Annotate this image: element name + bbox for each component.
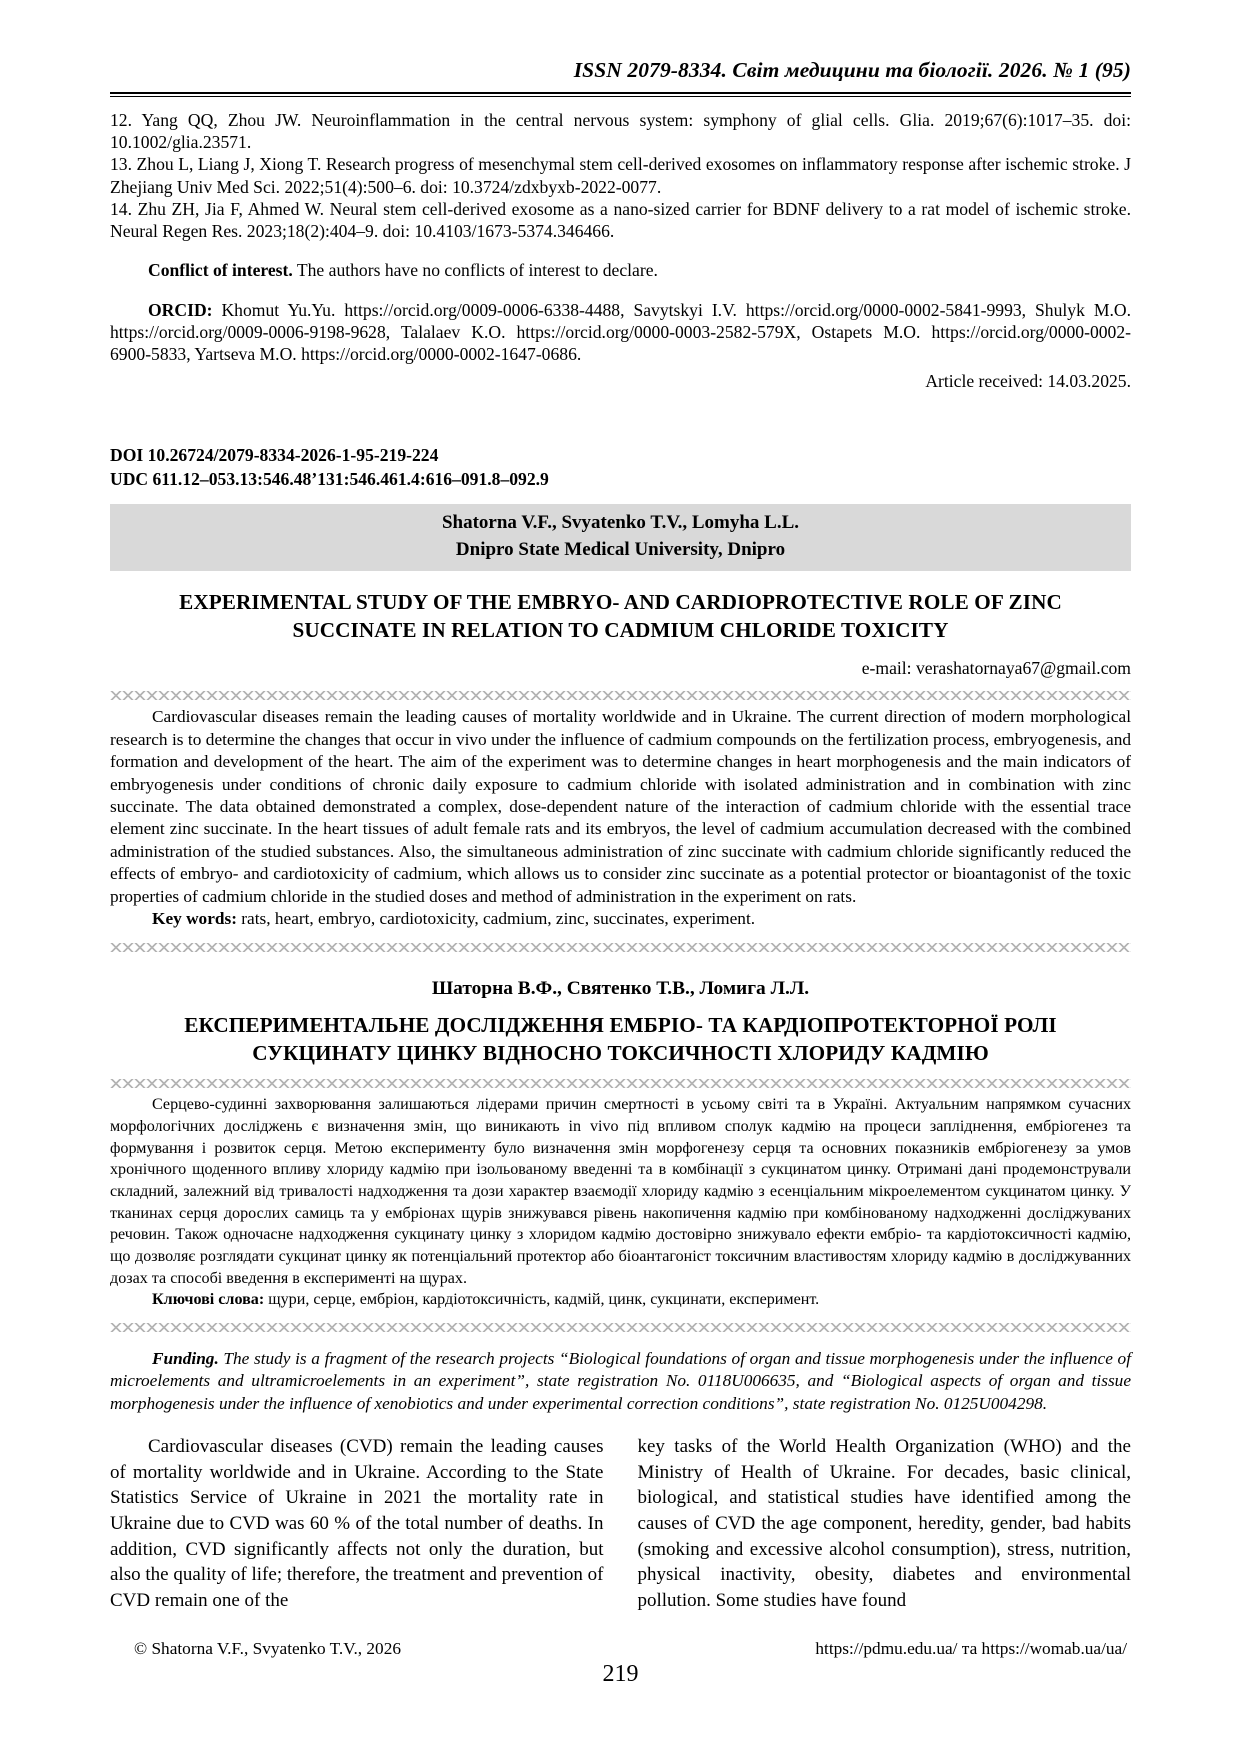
body-column-left-text: Cardiovascular diseases (CVD) remain the leading causes of mortality worldwide and in Ukraine. According to the State Statistics Service of Ukraine in 2021 the mortality rate in Ukraine due to CVD was 60 % of the total number of deaths. In addition, CVD significantly affects not only the duration, but also the quality of life; therefore, the treatment and prevention of CVD remain one of the bbox=[110, 1436, 604, 1611]
conflict-of-interest-text: The authors have no conflicts of interest to declare. bbox=[292, 260, 658, 281]
body-column-right bbox=[638, 1434, 1132, 1613]
article-identifiers bbox=[110, 444, 1131, 490]
page-title-en bbox=[110, 588, 1131, 644]
keywords-ua-label: Ключові слова: bbox=[152, 1291, 265, 1309]
wavy-divider bbox=[110, 943, 1131, 952]
funding-statement bbox=[110, 1348, 1131, 1415]
orcid-label: ORCID: bbox=[148, 299, 213, 320]
abstract-ua-text: Серцево-судинні захворювання залишаються лідерами причин смертності в усьому світі та в Україні. Актуальним напрямком сучасних морфологічних досліджень є визначення змін, що виникають in vivo під впливом сполук кадмію на процеси запліднення, ембріогенез та формування і розвиток серця. Метою експерименту було визначення змін морфогенезу серця та основних показників ембріогенезу за умов хронічного щоденного впливу хлориду кадмію при ізольованому введенні та в комбінації з сукцинатом цинку. Отримані дані продемонстрували складний, залежний від тривалості надходження та дози характер взаємодії хлориду кадмію з есенціальним мікроелементом сукцинатом цинку. У тканинах серця дорослих самиць та у ембріонах щурів знижувався рівень накопичення кадмію при комбінованому надходженні досліджуваних речовин. Також одночасне надходження сукцинату цинку з хлоридом кадмію достовірно знижувало ефекти ембріо- та кардіотоксичності кадмію, що дозволяє розглядати сукцинат цинку як потенціальний протектор або біоантагоніст токсичним властивостям хлориду кадмію в досліджуванних дозах та способі введення в експерименті на щурах. bbox=[110, 1096, 1131, 1287]
conflict-of-interest-label: Conflict of interest. bbox=[148, 260, 293, 281]
keywords-ua-text: щури, серце, ембріон, кардіотоксичність, кадмій, цинк, сукцинати, експеримент. bbox=[264, 1291, 820, 1309]
author-affiliation-band bbox=[110, 504, 1131, 571]
orcid-text: Khomut Yu.Yu. https://orcid.org/0009-0006-6338-4488, Savytskyi I.V. https://orcid.org/0000-0002-5841-9993, Shulyk M.O. https://orcid.org/0009-0006-9198-9628, Talalaev K.O. https://orcid.org/0000-0003-2582-579X, Ostapets M.O. https://orcid.org/0000-0002-6900-5833, Yartseva M.O. https://orcid.org/0000-0002-1647-0686. bbox=[110, 299, 1131, 365]
header-rule bbox=[110, 92, 1131, 97]
page-title-en-line2: SUCCINATE IN RELATION TO CADMIUM CHLORIDE TOXICITY bbox=[292, 617, 949, 642]
reference-item: 14. Zhu ZH, Jia F, Ahmed W. Neural stem cell-derived exosome as a nano-sized carrier for BDNF delivery to a rat model of ischemic stroke. Neural Regen Res. 2023;18(2):404–9. doi: 10.4103/1673-5374.346466. bbox=[110, 198, 1131, 242]
wavy-divider bbox=[110, 1079, 1131, 1088]
udc-line: UDC 611.12–053.13:546.48’131:546.461.4:616–091.8–092.9 bbox=[110, 468, 549, 489]
body-two-columns bbox=[110, 1434, 1131, 1613]
funding-label: Funding. bbox=[152, 1348, 219, 1368]
keywords-ua bbox=[110, 1289, 1131, 1311]
authors-ua: Шаторна В.Ф., Святенко Т.В., Ломига Л.Л. bbox=[431, 977, 810, 999]
page-title-ua bbox=[110, 1011, 1131, 1067]
reference-item: 12. Yang QQ, Zhou JW. Neuroinflammation in the central nervous system: symphony of glial cells. Glia. 2019;67(6):1017–35. doi: 10.1002/glia.23571. bbox=[110, 109, 1131, 153]
page-title-ua-line2: СУКЦИНАТУ ЦИНКУ ВІДНОСНО ТОКСИЧНОСТІ ХЛОРИДУ КАДМІЮ bbox=[252, 1041, 989, 1066]
running-head: ISSN 2079-8334. Світ медицини та біології. 2026. № 1 (95) bbox=[573, 58, 1131, 82]
keywords-en-text: rats, heart, embryo, cardiotoxicity, cadmium, zinc, succinates, experiment. bbox=[236, 909, 756, 929]
keywords-en-label: Key words: bbox=[152, 909, 237, 929]
body-column-left bbox=[110, 1434, 604, 1613]
body-column-right-text: key tasks of the World Health Organization (WHO) and the Ministry of Health of Ukraine. For decades, basic clinical, biological, and statistical studies have identified among the causes of CVD the age component, heredity, gender, bad habits (smoking and excessive alcohol consumption), stress, nutrition, physical inactivity, obesity, diabetes and environmental pollution. Some studies have found bbox=[637, 1436, 1131, 1611]
abstract-en bbox=[110, 706, 1131, 931]
journal-websites: https://pdmu.edu.ua/ та https://womab.ua/ua/ bbox=[815, 1639, 1127, 1658]
conflict-of-interest bbox=[110, 259, 1131, 281]
wavy-divider bbox=[110, 1323, 1131, 1332]
page-footer bbox=[110, 1639, 1131, 1711]
references-list bbox=[110, 109, 1131, 243]
copyright-notice: © Shatorna V.F., Svyatenko T.V., 2026 bbox=[134, 1639, 401, 1658]
page-number: 219 bbox=[602, 1661, 639, 1687]
abstract-en-text: Cardiovascular diseases remain the leading causes of mortality worldwide and in Ukraine. The current direction of modern morphological research is to determine the changes that occur in vivo under the influence of cadmium compounds on the fertilization process, embryogenesis, and formation and development of the heart. The aim of the experiment was to determine changes in heart morphogenesis and the main indicators of embryogenesis under conditions of chronic daily exposure to cadmium chloride with isolated administration and in combination with zinc succinate. The data obtained demonstrated a complex, dose-dependent nature of the interaction of cadmium chloride with the essential trace element zinc succinate. In the heart tissues of adult female rats and its embryos, the level of cadmium accumulation decreased with the combined administration of the studied substances. Also, the simultaneous administration of zinc succinate with cadmium chloride significantly reduced the effects of embryo- and cardiotoxicity of cadmium, which allows us to consider zinc succinate as a potential protector or bioantagonist of the toxic properties of cadmium chloride in the studied doses and method of administration in the experiment on rats. bbox=[110, 707, 1131, 906]
page-title-en-line1: EXPERIMENTAL STUDY OF THE EMBRYO- AND CARDIOPROTECTIVE ROLE OF ZINC bbox=[179, 589, 1062, 614]
funding-text: The study is a fragment of the research projects “Biological foundations of organ and tissue morphogenesis under the influence of microelements and ultramicroelements in an experiment”, state registration No. 0118U006635, and “Biological aspects of organ and tissue morphogenesis under the influence of xenobiotics and under experimental correction conditions”, state registration No. 0125U004298. bbox=[110, 1348, 1131, 1413]
keywords-en bbox=[110, 908, 1131, 930]
page-title-ua-line1: ЕКСПЕРИМЕНТАЛЬНЕ ДОСЛІДЖЕННЯ ЕМБРІО- ТА КАРДІОПРОТЕКТОРНОЇ РОЛІ bbox=[184, 1013, 1057, 1038]
abstract-ua bbox=[110, 1094, 1131, 1310]
wavy-divider bbox=[110, 691, 1131, 700]
orcid-block bbox=[110, 299, 1131, 366]
article-received: Article received: 14.03.2025. bbox=[925, 371, 1131, 392]
doi-line: DOI 10.26724/2079-8334-2026-1-95-219-224 bbox=[110, 445, 439, 466]
reference-item: 13. Zhou L, Liang J, Xiong T. Research progress of mesenchymal stem cell-derived exosomes on inflammatory response after ischemic stroke. J Zhejiang Univ Med Sci. 2022;51(4):500–6. doi: 10.3724/zdxbyxb-2022-0077. bbox=[110, 154, 1131, 197]
contact-email: e-mail: verashatornaya67@gmail.com bbox=[861, 658, 1131, 679]
authors-en: Shatorna V.F., Svyatenko T.V., Lomyha L.L. bbox=[441, 511, 800, 533]
affiliation-en: Dnipro State Medical University, Dnipro bbox=[455, 538, 786, 560]
